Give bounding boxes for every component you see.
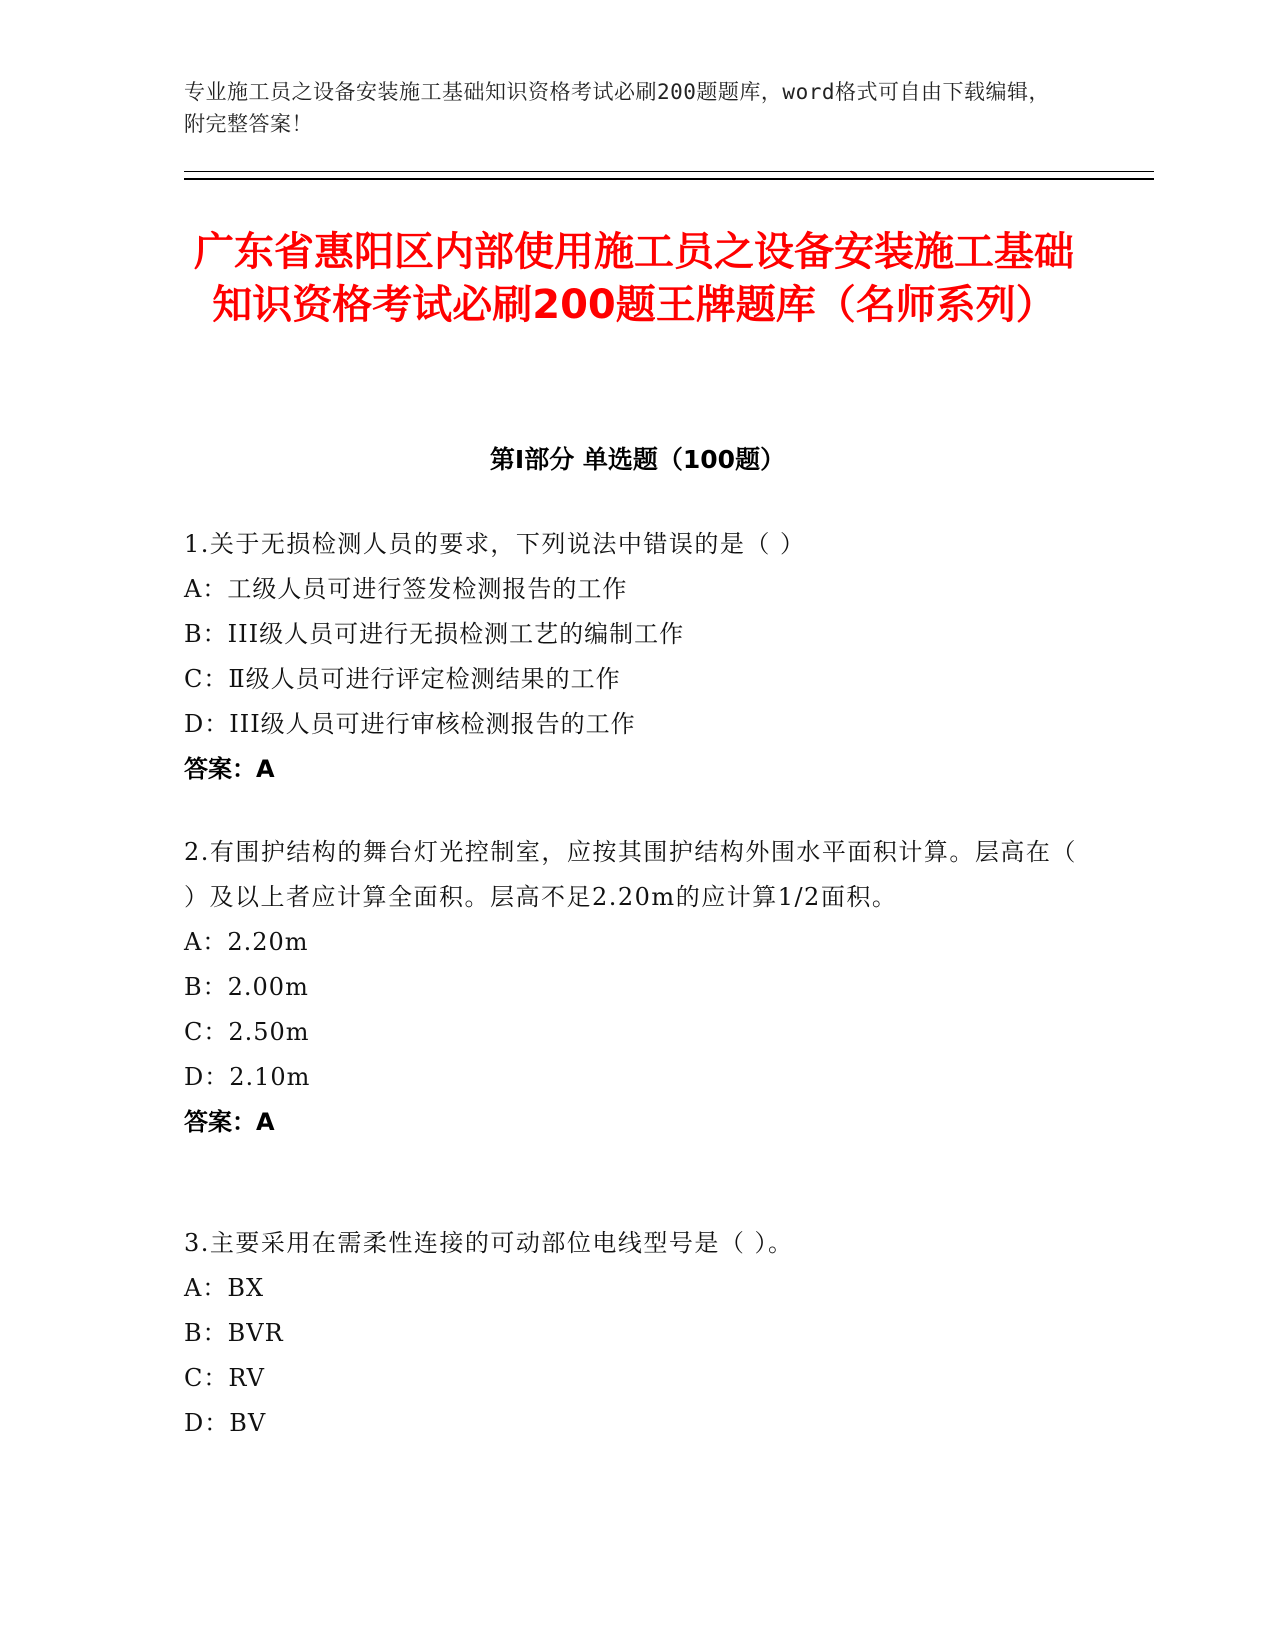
header-divider-thick: [184, 178, 1154, 180]
question-stem: 2.有围护结构的舞台灯光控制室，应按其围护结构外围水平面积计算。层高在（ ）及以上者应计算全面积。层高不足2.20m的应计算1/2面积。: [184, 838, 1077, 911]
option-a: A：工级人员可进行签发检测报告的工作: [184, 575, 628, 603]
option-c: C：Ⅱ级人员可进行评定检测结果的工作: [184, 665, 621, 693]
option-d: D：III级人员可进行审核检测报告的工作: [184, 710, 636, 738]
question-stem: 1.关于无损检测人员的要求，下列说法中错误的是（ ）: [184, 530, 806, 558]
section-title: 第I部分 单选题（100题）: [489, 445, 786, 474]
question-2: [184, 830, 1084, 1145]
question-3: [184, 1221, 1084, 1446]
option-a: A：2.20m: [184, 928, 309, 956]
option-b: B：III级人员可进行无损检测工艺的编制工作: [184, 620, 685, 648]
option-b: B：2.00m: [184, 973, 309, 1001]
option-d: D：2.10m: [184, 1063, 311, 1091]
option-b: B：BVR: [184, 1319, 284, 1347]
question-stem: 3.主要采用在需柔性连接的可动部位电线型号是（ ）。: [184, 1229, 794, 1257]
document-title: 广东省惠阳区内部使用施工员之设备安装施工基础知识资格考试必刷200题王牌题库（名师系列）: [194, 229, 1074, 328]
option-c: C：RV: [184, 1364, 265, 1392]
header-divider-thin: [184, 171, 1154, 172]
answer: 答案：A: [184, 755, 275, 783]
question-1: [184, 522, 1084, 792]
option-d: D：BV: [184, 1409, 267, 1437]
answer: 答案：A: [184, 1108, 275, 1136]
option-c: C：2.50m: [184, 1018, 310, 1046]
header-note: 专业施工员之设备安装施工基础知识资格考试必刷200题题库，word格式可自由下载编辑，附完整答案！: [184, 80, 1050, 136]
option-a: A：BX: [184, 1274, 265, 1302]
